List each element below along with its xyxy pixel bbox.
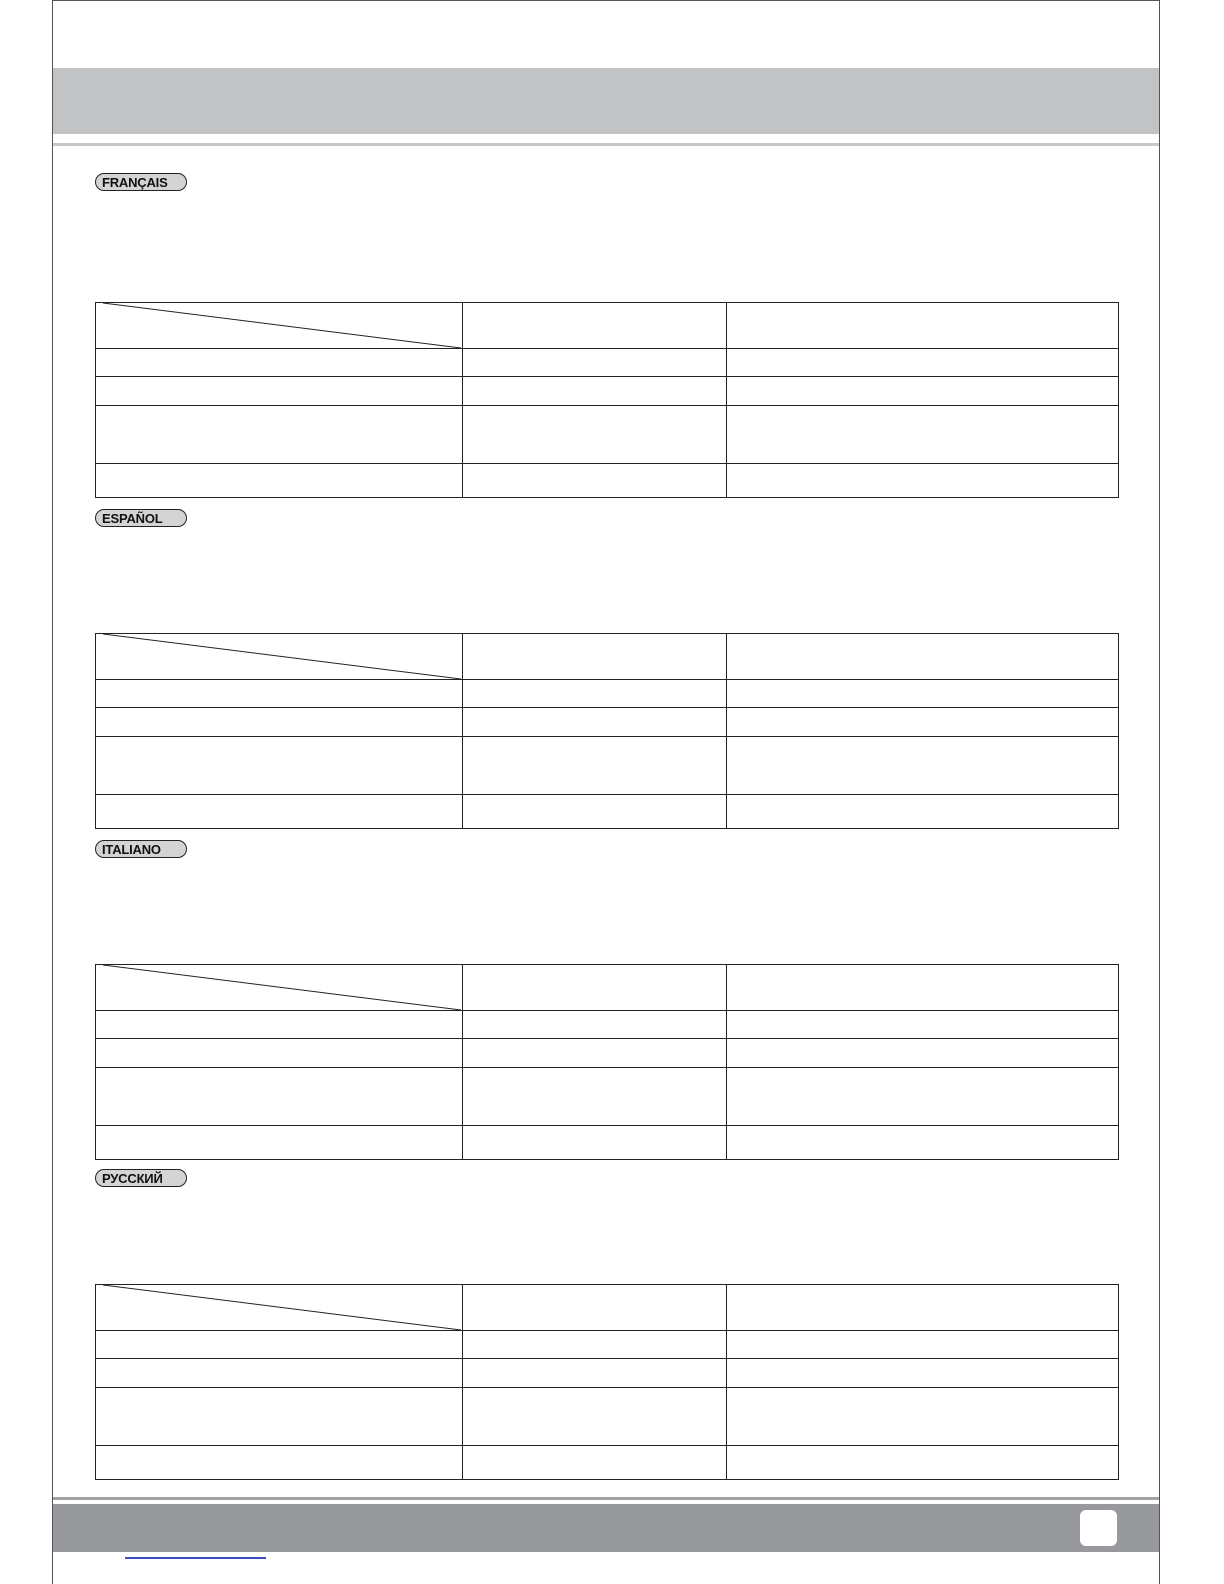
table-cell (727, 1011, 1119, 1039)
table-cell (96, 736, 463, 794)
table-cell (96, 405, 463, 463)
table-cell (727, 1067, 1119, 1125)
table-row (96, 1445, 1119, 1479)
table-cell (463, 1387, 727, 1445)
table-cell (463, 463, 727, 497)
table-cell (96, 794, 463, 828)
table-header-row (96, 303, 1119, 349)
table-row (96, 1387, 1119, 1445)
table-cell (463, 794, 727, 828)
table-row (96, 680, 1119, 708)
table-row (96, 1331, 1119, 1359)
table-header-cell (727, 965, 1119, 1011)
footer-band (53, 1504, 1159, 1552)
language-badge: РУССКИЙ (95, 1169, 187, 1187)
table-header-cell (727, 303, 1119, 349)
table-cell (96, 1011, 463, 1039)
table-header-cell (463, 1285, 727, 1331)
table-cell (96, 463, 463, 497)
spec-table (95, 964, 1119, 1160)
header-band (53, 68, 1159, 134)
table-cell (727, 1039, 1119, 1067)
table-corner-cell (96, 1285, 463, 1331)
spec-table (95, 1284, 1119, 1480)
table-row (96, 1359, 1119, 1387)
header-divider (53, 143, 1159, 146)
table-cell (96, 1331, 463, 1359)
table-header-row (96, 634, 1119, 680)
table-cell (96, 1125, 463, 1159)
table-cell (727, 377, 1119, 405)
spec-table (95, 633, 1119, 829)
table-cell (96, 1359, 463, 1387)
table-cell (463, 1445, 727, 1479)
table-cell (463, 1067, 727, 1125)
table-row (96, 1011, 1119, 1039)
spec-table-wrapper (95, 302, 1115, 498)
table-header-cell (727, 1285, 1119, 1331)
table-cell (96, 349, 463, 377)
footer-link-underline[interactable] (125, 1557, 266, 1559)
table-row (96, 794, 1119, 828)
table-corner-cell (96, 634, 463, 680)
spec-table-wrapper (95, 964, 1115, 1160)
table-row (96, 708, 1119, 736)
spec-table-wrapper (95, 633, 1115, 829)
table-cell (727, 1125, 1119, 1159)
table-cell (463, 1359, 727, 1387)
language-badge: ESPAÑOL (95, 509, 187, 527)
table-row (96, 463, 1119, 497)
table-cell (727, 1387, 1119, 1445)
table-cell (96, 680, 463, 708)
table-row (96, 1067, 1119, 1125)
table-cell (96, 1039, 463, 1067)
table-cell (727, 349, 1119, 377)
table-cell (463, 736, 727, 794)
table-row (96, 377, 1119, 405)
table-corner-cell (96, 303, 463, 349)
table-cell (727, 680, 1119, 708)
table-cell (463, 680, 727, 708)
table-header-cell (463, 634, 727, 680)
table-cell (96, 1067, 463, 1125)
table-cell (463, 1011, 727, 1039)
table-cell (96, 708, 463, 736)
table-cell (96, 1445, 463, 1479)
spec-table (95, 302, 1119, 498)
table-cell (727, 463, 1119, 497)
table-cell (727, 1331, 1119, 1359)
table-cell (463, 1125, 727, 1159)
table-cell (463, 377, 727, 405)
table-corner-cell (96, 965, 463, 1011)
table-cell (463, 349, 727, 377)
table-cell (463, 1331, 727, 1359)
footer-divider (53, 1497, 1159, 1500)
table-row (96, 1039, 1119, 1067)
page-number-box (1080, 1510, 1117, 1546)
table-cell (96, 1387, 463, 1445)
table-cell (727, 405, 1119, 463)
table-cell (463, 708, 727, 736)
table-row (96, 736, 1119, 794)
table-header-cell (463, 303, 727, 349)
table-cell (727, 708, 1119, 736)
table-cell (727, 736, 1119, 794)
table-cell (727, 1359, 1119, 1387)
table-row (96, 405, 1119, 463)
table-header-cell (463, 965, 727, 1011)
table-cell (727, 794, 1119, 828)
table-header-row (96, 965, 1119, 1011)
table-cell (96, 377, 463, 405)
spec-table-wrapper (95, 1284, 1115, 1480)
table-row (96, 1125, 1119, 1159)
language-badge: ITALIANO (95, 840, 187, 858)
table-header-cell (727, 634, 1119, 680)
table-cell (463, 1039, 727, 1067)
table-row (96, 349, 1119, 377)
table-header-row (96, 1285, 1119, 1331)
language-badge: FRANÇAIS (95, 173, 187, 191)
table-cell (463, 405, 727, 463)
table-cell (727, 1445, 1119, 1479)
